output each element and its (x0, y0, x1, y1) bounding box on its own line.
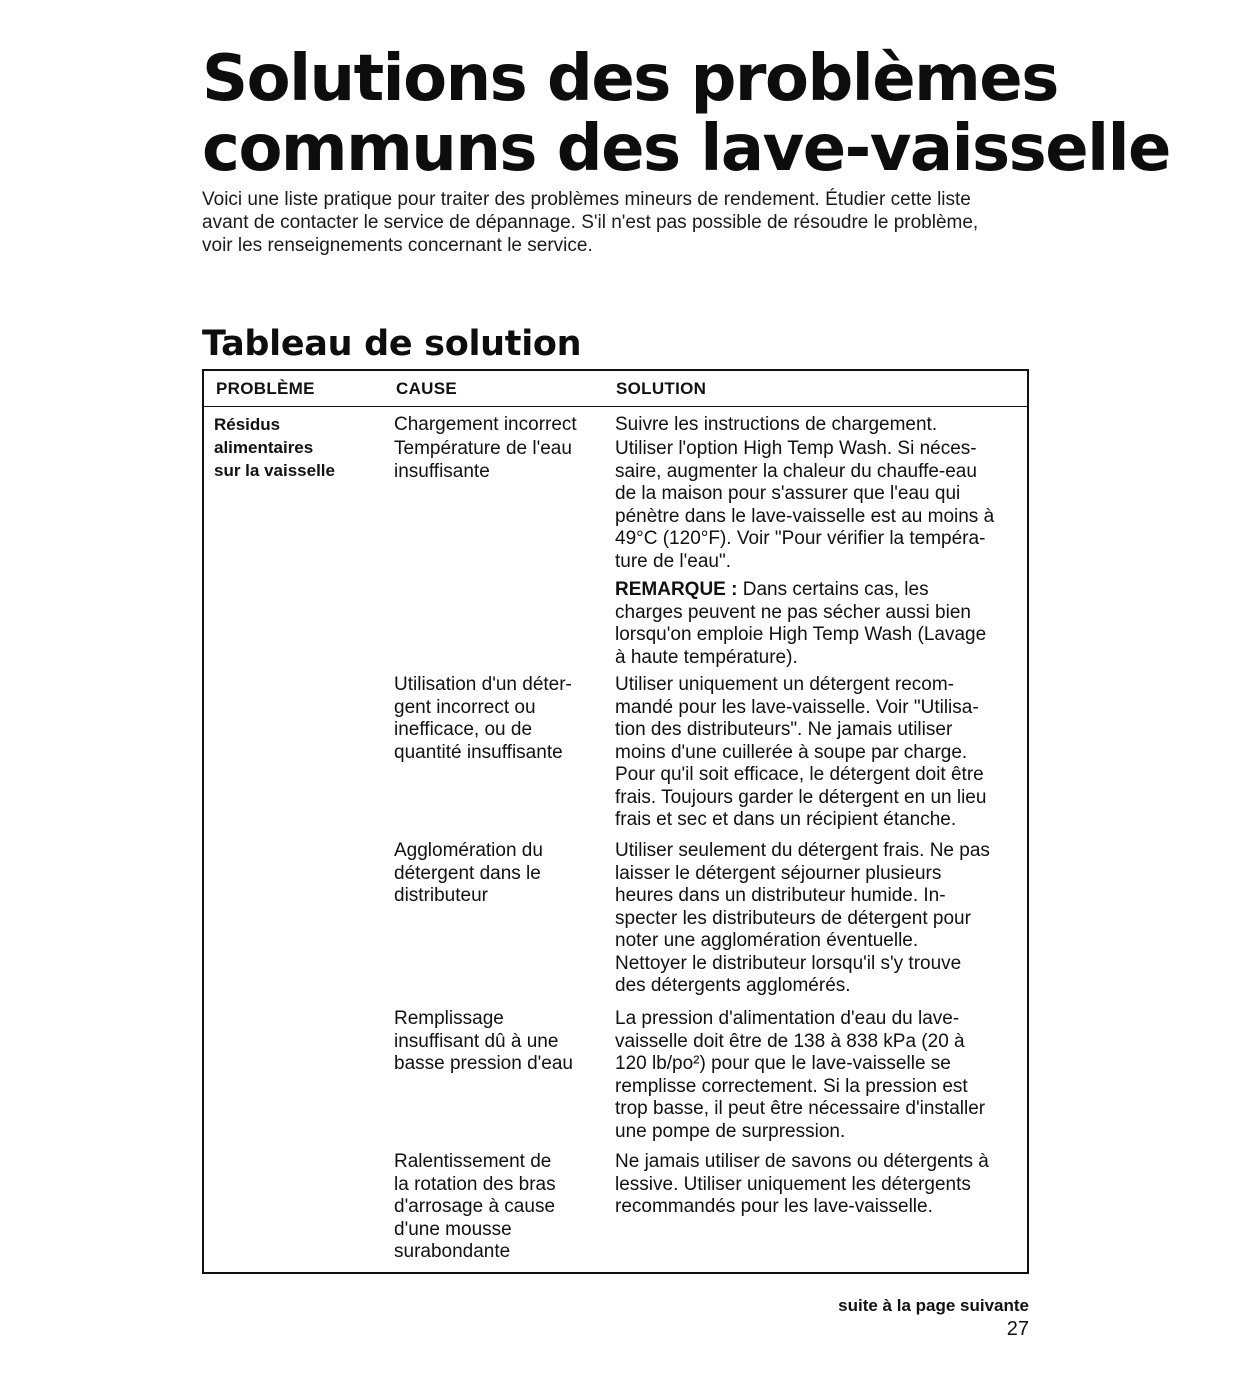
solution-line: 120 lb/po²) pour que le lave-vaisselle se (615, 1053, 951, 1074)
header-problem: PROBLÈME (216, 379, 315, 398)
solution-line: Nettoyer le distributeur lorsqu'il s'y trouve (615, 952, 962, 974)
problem-line: sur la vaisselle (214, 461, 335, 480)
solution-line: mandé pour les lave-vaisselle. Voir "Utilisa- (615, 696, 979, 718)
remark-label: REMARQUE : (615, 579, 738, 600)
cause-line: Température de l'eau (394, 438, 572, 459)
solution-cell (615, 840, 1020, 998)
solution-line: vaisselle doit être de 138 à 838 kPa (20 à (615, 1030, 965, 1052)
cause-line: d'arrosage à cause (394, 1196, 556, 1217)
table-header (204, 371, 1027, 407)
title-line-2: communs des lave-vaisselle (202, 112, 1170, 186)
cause-line: détergent dans le (394, 862, 541, 884)
solution-line: lessive. Utiliser uniquement les détergents (615, 1173, 971, 1195)
intro-line: voir les renseignements concernant le service. (202, 235, 593, 256)
solution-line: tion des distributeurs". Ne jamais utiliser (615, 719, 953, 740)
cause-line: basse pression d'eau (394, 1053, 573, 1074)
cause-line: surabondante (394, 1241, 511, 1262)
intro-paragraph (202, 188, 1032, 257)
cause-line: insuffisant dû à une (394, 1030, 559, 1052)
cause-line: insuffisante (394, 460, 490, 482)
solution-line: Ne jamais utiliser de savons ou détergents à (615, 1151, 989, 1172)
cause-line: Utilisation d'un déter- (394, 674, 572, 695)
problem-line: alimentaires (214, 438, 314, 457)
solution-line: frais et sec et dans un récipient étanche. (615, 809, 957, 830)
solution-line: Utiliser l'option High Temp Wash. Si néces- (615, 438, 977, 459)
solution-line: ture de l'eau". (615, 550, 732, 572)
cause-line: Ralentissement de (394, 1151, 552, 1172)
cause-line: la rotation des bras (394, 1173, 556, 1195)
solution-line: de la maison pour s'assurer que l'eau qui (615, 483, 961, 504)
solution-cell (615, 1008, 1020, 1143)
cause-cell (394, 674, 604, 764)
solution-table (202, 369, 1029, 1274)
section-title: Tableau de solution (202, 324, 582, 364)
cause-line: Chargement incorrect (394, 414, 577, 435)
problem-cell (214, 413, 335, 482)
solution-line: des détergents agglomérés. (615, 975, 851, 996)
cause-line: quantité insuffisante (394, 741, 563, 763)
solution-line: une pompe de surpression. (615, 1120, 846, 1142)
solution-line: remplisse correctement. Si la pression est (615, 1075, 968, 1097)
intro-line: Voici une liste pratique pour traiter des problèmes mineurs de rendement. Étudier cette liste (202, 189, 971, 210)
remark-line: lorsqu'on emploie High Temp Wash (Lavage (615, 624, 987, 645)
cause-line: Remplissage (394, 1008, 504, 1029)
page-number: 27 (1006, 1318, 1029, 1340)
solution-line: Utiliser uniquement un détergent recom- (615, 674, 955, 695)
cause-cell (394, 414, 604, 437)
remark-line (615, 579, 1020, 602)
solution-cell (615, 438, 1020, 669)
cause-line: distributeur (394, 885, 488, 906)
solution-line: noter une agglomération éventuelle. (615, 930, 919, 951)
solution-line: recommandés pour les lave-vaisselle. (615, 1196, 933, 1217)
solution-line: 49°C (120°F). Voir "Pour vérifier la tempéra- (615, 528, 986, 549)
header-cause: CAUSE (396, 379, 458, 398)
solution-line: Utiliser seulement du détergent frais. Ne pas (615, 840, 990, 861)
solution-cell (615, 414, 1020, 437)
cause-line: gent incorrect ou (394, 696, 536, 718)
solution-line: Suivre les instructions de chargement. (615, 414, 938, 435)
cause-cell (394, 438, 604, 483)
remark-text: Dans certains cas, les (742, 579, 929, 600)
cause-line: Agglomération du (394, 840, 543, 861)
problem-line: Résidus (214, 415, 281, 434)
solution-cell (615, 1151, 1020, 1219)
remark-line: charges peuvent ne pas sécher aussi bien (615, 601, 971, 623)
continued-next-page: suite à la page suivante (838, 1296, 1029, 1315)
cause-line: inefficace, ou de (394, 719, 533, 740)
remark-line: à haute température). (615, 646, 798, 668)
solution-line: La pression d'alimentation d'eau du lave- (615, 1008, 960, 1029)
page-title (202, 44, 1170, 184)
solution-line: specter les distributeurs de détergent pour (615, 907, 971, 929)
solution-line: moins d'une cuillerée à soupe par charge. (615, 741, 968, 763)
solution-line: saire, augmenter la chaleur du chauffe-eau (615, 460, 977, 482)
solution-line: pénètre dans le lave-vaisselle est au moins à (615, 505, 995, 527)
solution-cell (615, 674, 1020, 832)
cause-cell (394, 1008, 604, 1076)
cause-cell (394, 840, 604, 908)
intro-line: avant de contacter le service de dépannage. S'il n'est pas possible de résoudre le problème, (202, 212, 979, 233)
solution-line: frais. Toujours garder le détergent en un lieu (615, 786, 987, 808)
header-solution: SOLUTION (616, 379, 707, 398)
cause-line: d'une mousse (394, 1218, 512, 1240)
title-line-1: Solutions des problèmes (202, 42, 1058, 116)
solution-line: heures dans un distributeur humide. In- (615, 885, 946, 906)
solution-line: trop basse, il peut être nécessaire d'installer (615, 1098, 986, 1119)
solution-line: laisser le détergent séjourner plusieurs (615, 862, 942, 884)
cause-cell (394, 1151, 604, 1264)
solution-line: Pour qu'il soit efficace, le détergent doit être (615, 764, 984, 785)
